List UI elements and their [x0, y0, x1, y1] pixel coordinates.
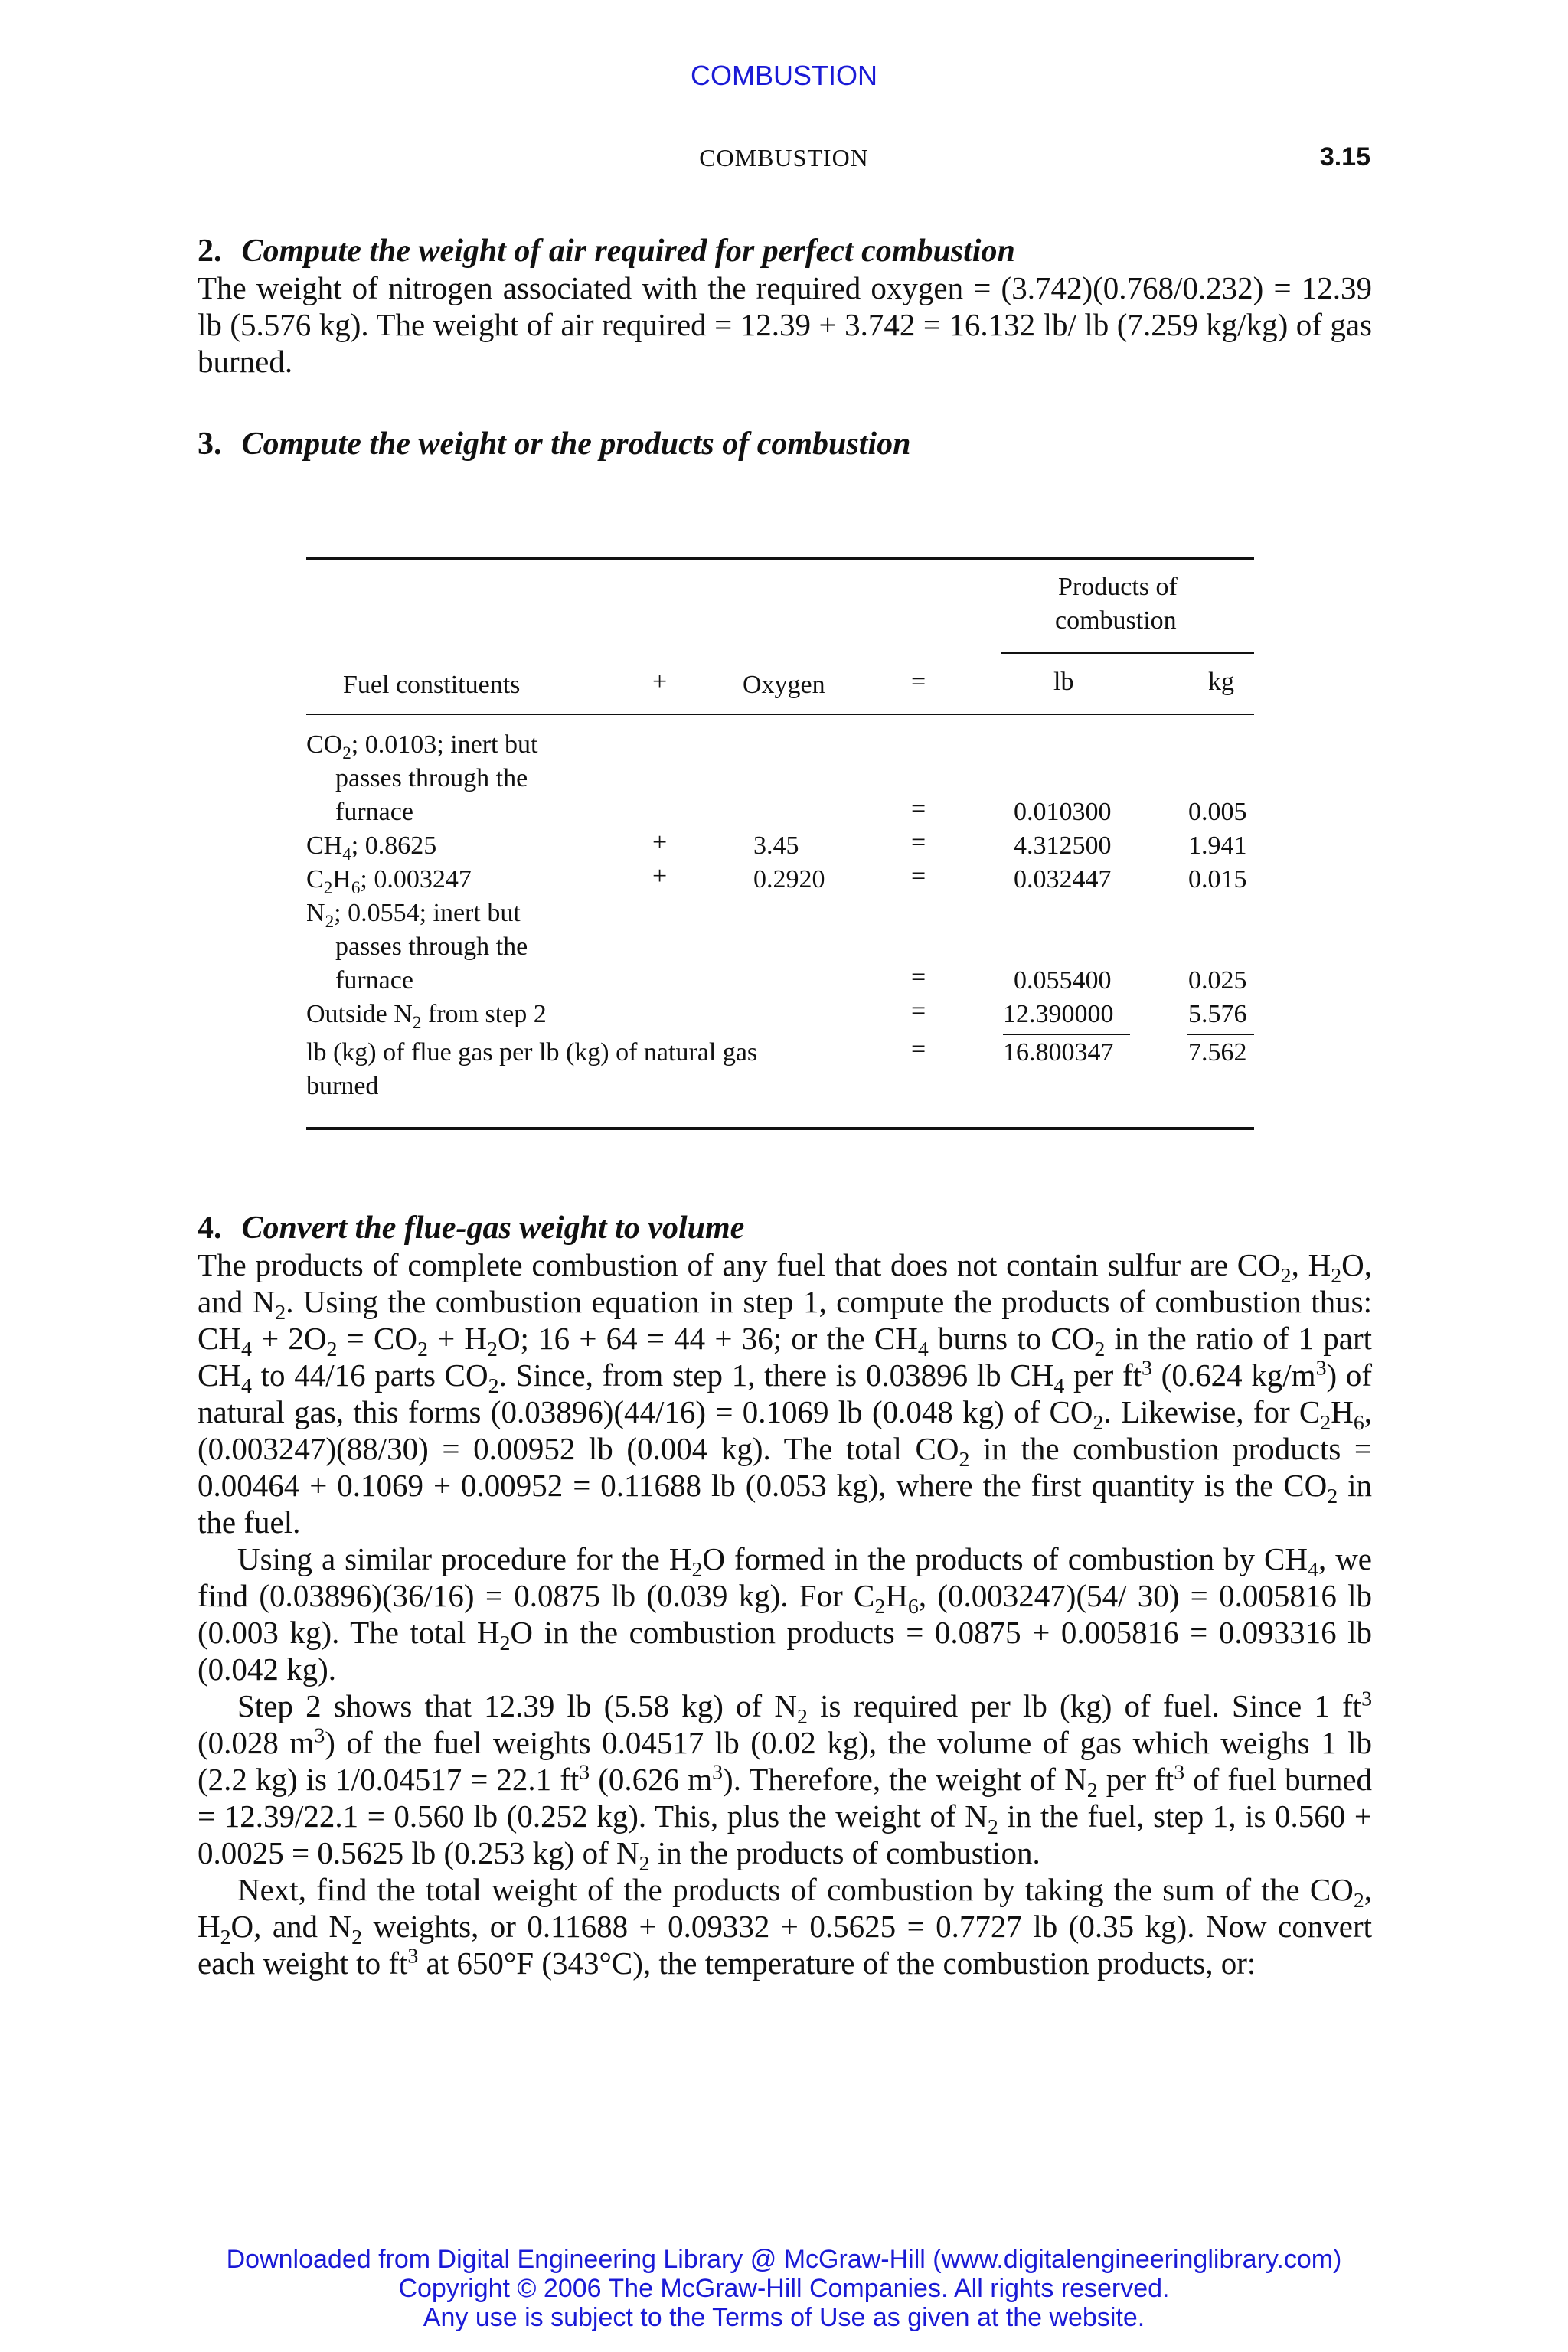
step-3-number: 3.: [198, 426, 222, 462]
header-oxygen: Oxygen: [743, 671, 825, 699]
sum-rule-lb: [1003, 1034, 1130, 1035]
row-co2-lb: 0.010300: [1014, 798, 1112, 826]
step-4-paragraph-3: Step 2 shows that 12.39 lb (5.58 kg) of $N_2$ is required per lb (kg) of fuel. Since 1 $ft^3$ (0.028 $m^3$) of the fuel weights 0.04517 lb (0.02 kg), the volume of gas which weighs 1 lb (2.2 kg) is 1/0.04517 = 22.1 $ft^3$ (0.626 $m^3$). Therefore, the weight of $N_2$ per $ft^3$ of fuel burned = 12.39/22.1 = 0.560 lb (0.252 kg). This, plus the weight of $N_2$ in the fuel, step 1, is 0.560 + 0.0025 = 0.5625 lb (0.253 kg) of $N_2$ in the products of combustion.: [198, 1687, 1373, 1877]
row-total-lb: 16.800347: [1003, 1038, 1114, 1067]
row-c2h6-fuel: $C_2H_6$; 0.003247: [306, 865, 472, 898]
row-n2-kg: 0.025: [1188, 966, 1247, 995]
running-header: [0, 142, 1568, 179]
step-2-title: Compute the weight of air required for perfect combustion: [241, 234, 1015, 269]
row-c2h6-kg: 0.015: [1188, 865, 1247, 893]
footer-copyright: Copyright © 2006 The McGraw-Hill Companies. All rights reserved.: [398, 2274, 1170, 2303]
table-header-rule: [306, 714, 1254, 715]
row-ch4-kg: 1.941: [1188, 831, 1247, 860]
row-outside-n2-lb: 12.390000: [1003, 1000, 1114, 1028]
row-co2-kg: 0.005: [1188, 798, 1247, 826]
row-total-kg: 7.562: [1188, 1038, 1247, 1067]
header-products-line2: combustion: [1055, 606, 1177, 635]
header-lb: lb: [1054, 668, 1074, 696]
header-group-rule: [1001, 652, 1254, 654]
row-n2-equals: =: [911, 963, 926, 991]
running-header-title: COMBUSTION: [699, 144, 869, 172]
step-2-text: The weight of nitrogen associated with the required oxygen = (3.742)(0.768/0.232) = 12.39 lb (5.576 kg). The weight of air required = 12.39 + 3.742 = 16.132 lb/ lb (7.259 kg/kg) of gas burned.: [198, 270, 1372, 379]
header-kg: kg: [1208, 668, 1234, 696]
row-ch4-fuel: $CH_4$; 0.8625: [306, 831, 437, 864]
row-n2-fuel-cont2: furnace: [335, 966, 413, 995]
step-4-section: [198, 1210, 1372, 1981]
header-fuel-constituents: Fuel constituents: [343, 671, 521, 699]
row-c2h6-oxygen: 0.2920: [753, 865, 825, 893]
page-number: 3.15: [1319, 142, 1370, 172]
row-outside-n2-fuel: Outside $N_2$ from step 2: [306, 1000, 547, 1033]
row-total-equals: =: [911, 1035, 926, 1063]
sum-rule-kg: [1187, 1034, 1254, 1035]
row-ch4-equals: =: [911, 828, 926, 857]
row-n2-fuel: $N_2$; 0.0554; inert but: [306, 899, 521, 932]
row-total-fuel: lb (kg) of flue gas per lb (kg) of natural gas: [306, 1038, 758, 1067]
step-4-number: 4.: [198, 1210, 222, 1246]
step-4-heading: [198, 1210, 1372, 1246]
row-n2-fuel-cont1: passes through the: [335, 933, 528, 961]
row-co2-fuel-cont1: passes through the: [335, 764, 528, 792]
row-total-fuel-cont1: burned: [306, 1072, 379, 1100]
row-co2-fuel-cont2: furnace: [335, 798, 413, 826]
header-plus: +: [652, 668, 668, 696]
step-4-paragraph-4: Next, find the total weight of the products of combustion by taking the sum of the $CO_2$, $H_2O$, and $N_2$ weights, or 0.11688 + 0.09332 + 0.5625 = 0.7727 lb (0.35 kg). Now convert each weight to $ft^3$ at 650°F (343°C), the temperature of the combustion products, or:: [198, 1872, 1373, 1981]
row-n2-lb: 0.055400: [1014, 966, 1112, 995]
step-3-section: [198, 426, 1372, 462]
row-outside-n2-kg: 5.576: [1188, 1000, 1247, 1028]
table-bottom-rule: [306, 1127, 1254, 1130]
row-ch4-plus: +: [652, 828, 668, 857]
row-ch4-lb: 4.312500: [1014, 831, 1112, 860]
row-c2h6-equals: =: [911, 862, 926, 890]
header-equals: =: [911, 668, 926, 696]
step-2-heading: [198, 233, 1372, 270]
row-c2h6-lb: 0.032447: [1014, 865, 1112, 893]
row-c2h6-plus: +: [652, 862, 668, 890]
combustion-products-table: [306, 557, 1254, 1155]
row-ch4-oxygen: 3.45: [753, 831, 799, 860]
step-2-number: 2.: [198, 234, 222, 269]
footer-download-link[interactable]: Downloaded from Digital Engineering Library @ McGraw-Hill (www.digitalengineeringlibrary.com): [226, 2245, 1342, 2274]
table-top-rule: [306, 557, 1254, 560]
row-co2-equals: =: [911, 795, 926, 823]
header-products-line1: Products of: [1058, 573, 1178, 601]
step-3-title: Compute the weight or the products of combustion: [241, 426, 911, 462]
footer: [0, 2245, 1568, 2332]
step-4-title: Convert the flue-gas weight to volume: [241, 1210, 745, 1246]
footer-terms-link[interactable]: Any use is subject to the Terms of Use as given at the website.: [423, 2303, 1145, 2332]
step-4-paragraph-1: The products of complete combustion of any fuel that does not contain sulfur are $CO_2$, $H_2O$, and $N_2$. Using the combustion equation in step 1, compute the products of combustion thus: $CH_4 + 2O_2 = CO_2 + H_2O$; 16 + 64 = 44 + 36; or the $CH_4$ burns to $CO_2$ in the ratio of 1 part $CH_4$ to 44/16 parts $CO_2$. Since, from step 1, there is 0.03896 lb $CH_4$ per $ft^3$ (0.624 $kg/m^3$) of natural gas, this forms (0.03896)(44/16) = 0.1069 lb (0.048 kg) of $CO_2$. Likewise, for $C_2H_6$, (0.003247)(88/30) = 0.00952 lb (0.004 kg). The total $CO_2$ in the combustion products = 0.00464 + 0.1069 + 0.00952 = 0.11688 lb (0.053 kg), where the first quantity is the $CO_2$ in the fuel.: [198, 1247, 1373, 1540]
row-outside-n2-equals: =: [911, 997, 926, 1025]
step-3-heading: [198, 426, 1372, 462]
row-co2-fuel: $CO_2$; 0.0103; inert but: [306, 730, 538, 763]
step-4-paragraph-2: Using a similar procedure for the $H_2O$ formed in the products of combustion by $CH_4$, we find (0.03896)(36/16) = 0.0875 lb (0.039 kg). For $C_2H_6$, (0.003247)(54/ 30) = 0.005816 lb (0.003 kg). The total $H_2O$ in the combustion products = 0.0875 + 0.005816 = 0.093316 lb (0.042 kg).: [198, 1541, 1372, 1687]
step-2-section: [198, 233, 1372, 380]
top-link-combustion[interactable]: COMBUSTION: [690, 60, 877, 91]
